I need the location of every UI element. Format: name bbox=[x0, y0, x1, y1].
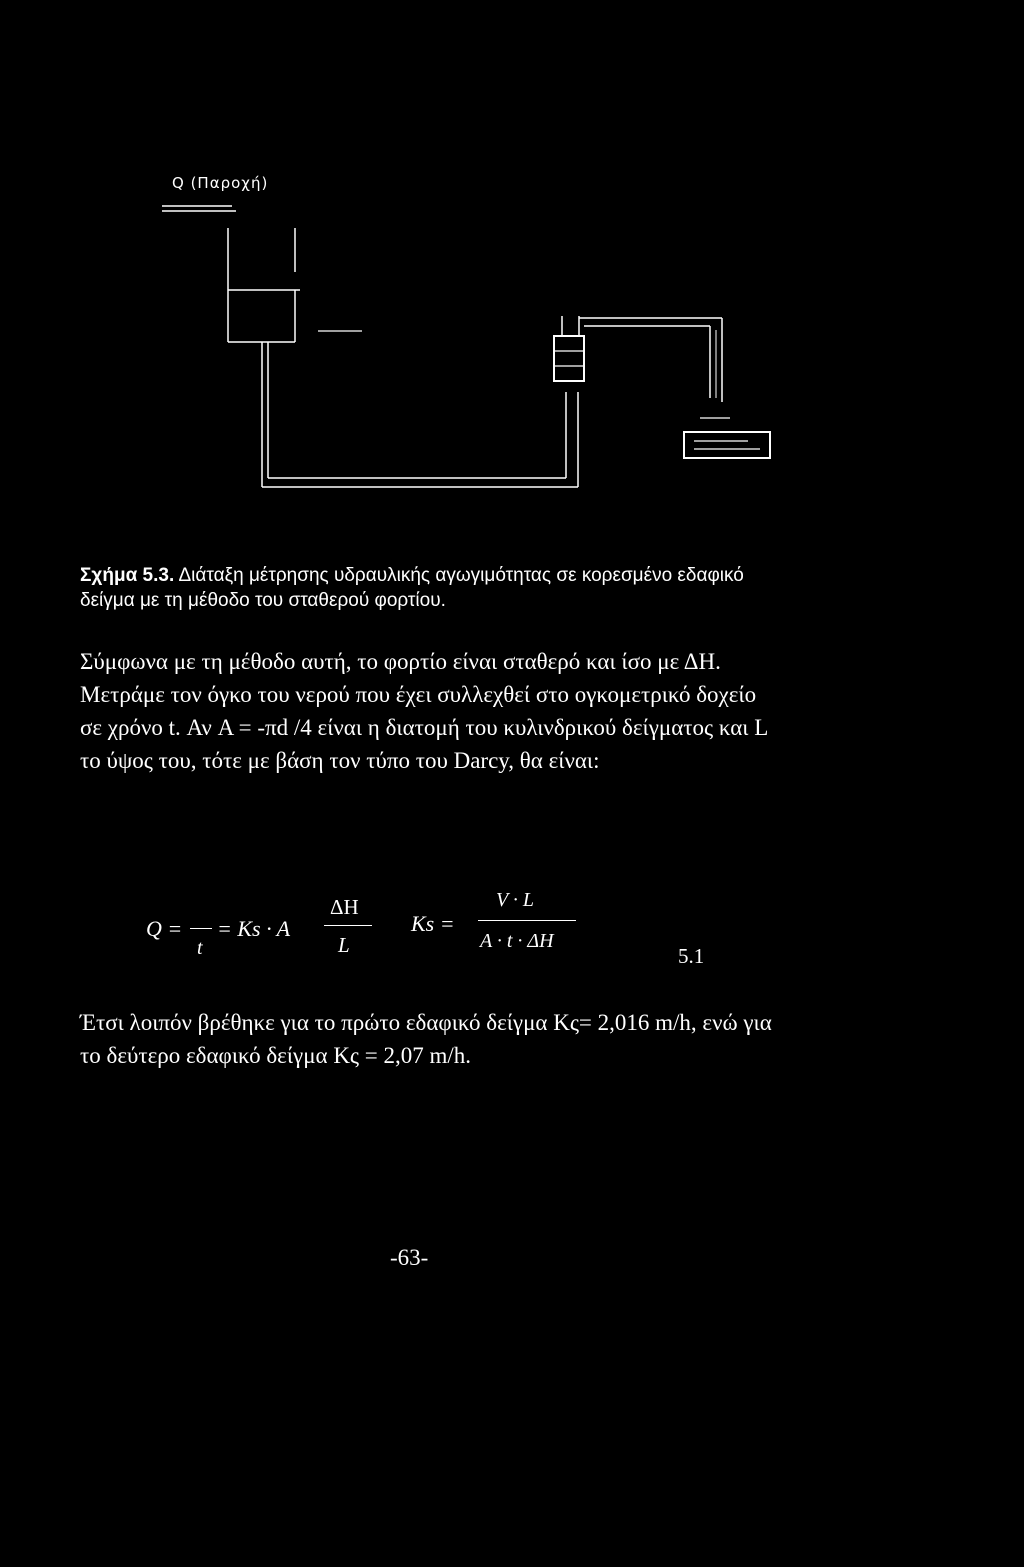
soil-sample-cylinder bbox=[554, 316, 584, 381]
constant-head-apparatus-diagram bbox=[0, 0, 1024, 520]
connecting-pipe bbox=[262, 342, 578, 487]
eq2-lhs: Ks = bbox=[411, 911, 455, 936]
eq1-middle: = Ks · A bbox=[217, 916, 291, 941]
caption-label: Σχήμα 5.3. bbox=[80, 565, 175, 586]
eq1-fraction1-bar bbox=[190, 928, 212, 929]
closing-paragraph: Έτσι λοιπόν βρέθηκε για το πρώτο εδαφικό δείγμα Κς= 2,016 m/h, ενώ για το δεύτερο εδαφικό δείγμα Κς = 2,07 m/h. bbox=[80, 1010, 772, 1068]
eq2-denominator: A · t · ΔH bbox=[480, 930, 554, 952]
page-number: -63- bbox=[390, 1245, 429, 1270]
equation-number: 5.1 bbox=[678, 944, 705, 968]
eq2-fraction-bar bbox=[478, 920, 576, 921]
eq1-fraction2-numerator: ΔH bbox=[330, 895, 359, 919]
eq1-fraction1-denominator: t bbox=[197, 937, 203, 959]
eq1-lhs: Q = bbox=[146, 916, 183, 941]
figure-caption bbox=[80, 563, 780, 613]
eq1-fraction2-denominator: L bbox=[338, 933, 350, 957]
eq2-numerator: V · L bbox=[496, 889, 534, 911]
body-paragraph: Σύμφωνα με τη μέθοδο αυτή, το φορτίο είναι σταθερό και ίσο με ΔΗ. Μετράμε τον όγκο του νερού που έχει συλλεχθεί στο ογκομετρικό δοχείο σε χρόνο t. Αν A = -πd /4 είναι η διατομή του κυλινδρικού δείγματος και L το ύψος του, τότε με βάση τον τύπο του Darcy, θα είναι: bbox=[80, 649, 768, 773]
flow-label: Q (Παροχή) bbox=[172, 174, 269, 192]
volumetric-vessel bbox=[684, 418, 770, 458]
outflow-pipe bbox=[579, 318, 722, 402]
eq1-fraction2-bar bbox=[324, 925, 372, 926]
supply-lines bbox=[162, 206, 236, 211]
constant-head-reservoir bbox=[228, 228, 300, 342]
caption-text: Διάταξη μέτρησης υδραυλικής αγωγιμότητας σε κορεσμένο εδαφικό δείγμα με τη μέθοδο του σταθερού φορτίου. bbox=[80, 565, 744, 611]
